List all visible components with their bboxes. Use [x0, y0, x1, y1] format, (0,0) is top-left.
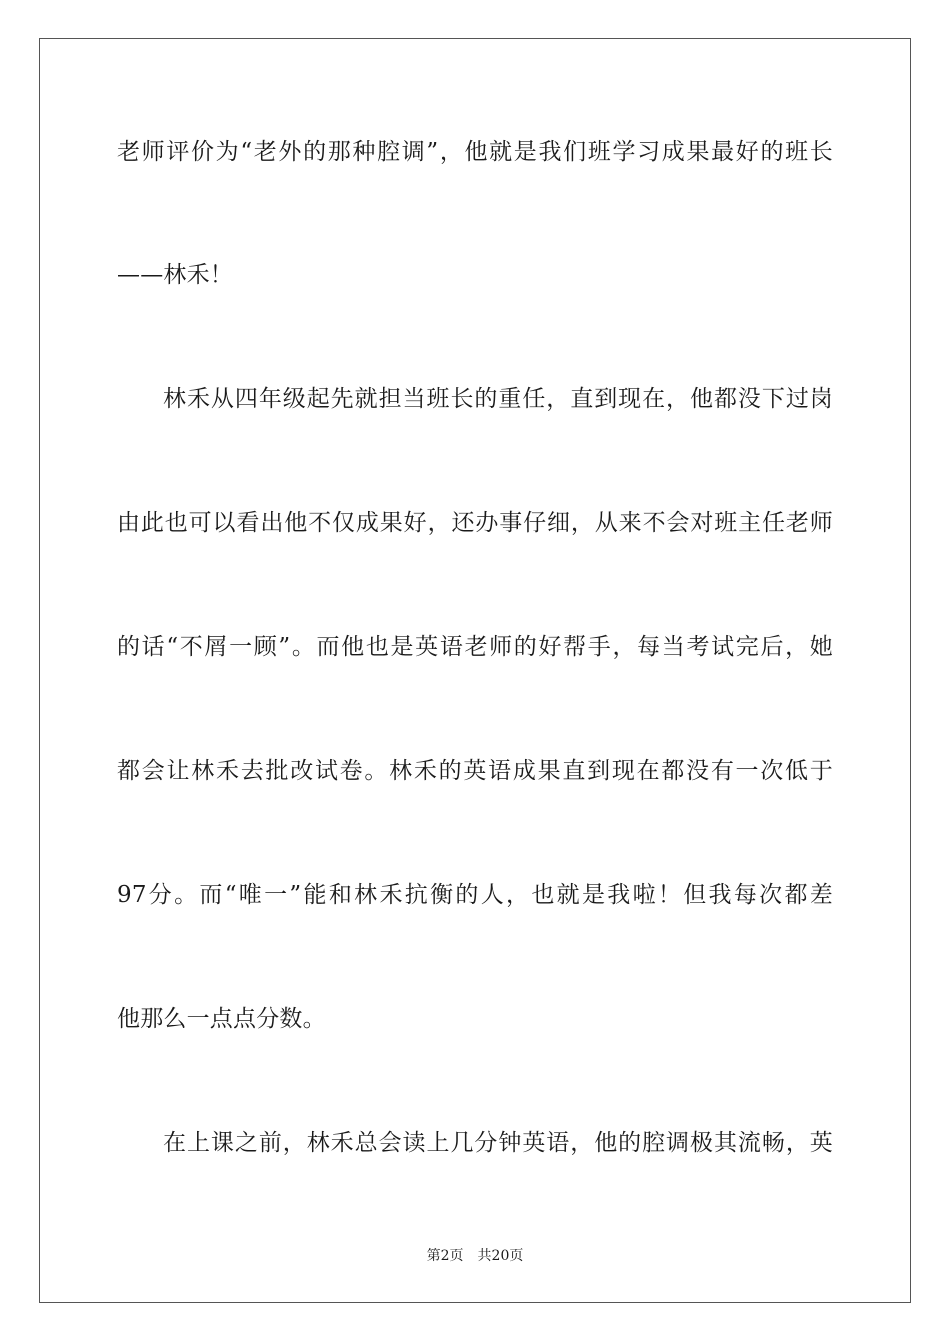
page-border	[39, 38, 911, 1303]
page-number: 第2页	[426, 1248, 464, 1264]
text-line-4: 由此也可以看出他不仅成果好，还办事仔细，从来不会对班主任老师	[117, 510, 833, 536]
text-line-1: 老师评价为“老外的那种腔调”，他就是我们班学习成果最好的班长	[117, 139, 833, 165]
text-line-6: 都会让林禾去批改试卷。林禾的英语成果直到现在都没有一次低于	[117, 758, 833, 784]
text-line-5: 的话“不屑一顾”。而他也是英语老师的好帮手，每当考试完后，她	[117, 634, 833, 660]
page-total: 共20页	[477, 1248, 524, 1264]
text-line-3: 林禾从四年级起先就担当班长的重任，直到现在，他都没下过岗	[163, 386, 833, 412]
text-line-2: ——林禾！	[117, 262, 233, 288]
text-line-7: 97分。而“唯一”能和林禾抗衡的人，也就是我啦！但我每次都差	[117, 882, 833, 908]
text-line-9: 在上课之前，林禾总会读上几分钟英语，他的腔调极其流畅，英	[163, 1130, 833, 1156]
page-footer	[0, 1247, 950, 1265]
text-line-8: 他那么一点点分数。	[117, 1006, 326, 1032]
